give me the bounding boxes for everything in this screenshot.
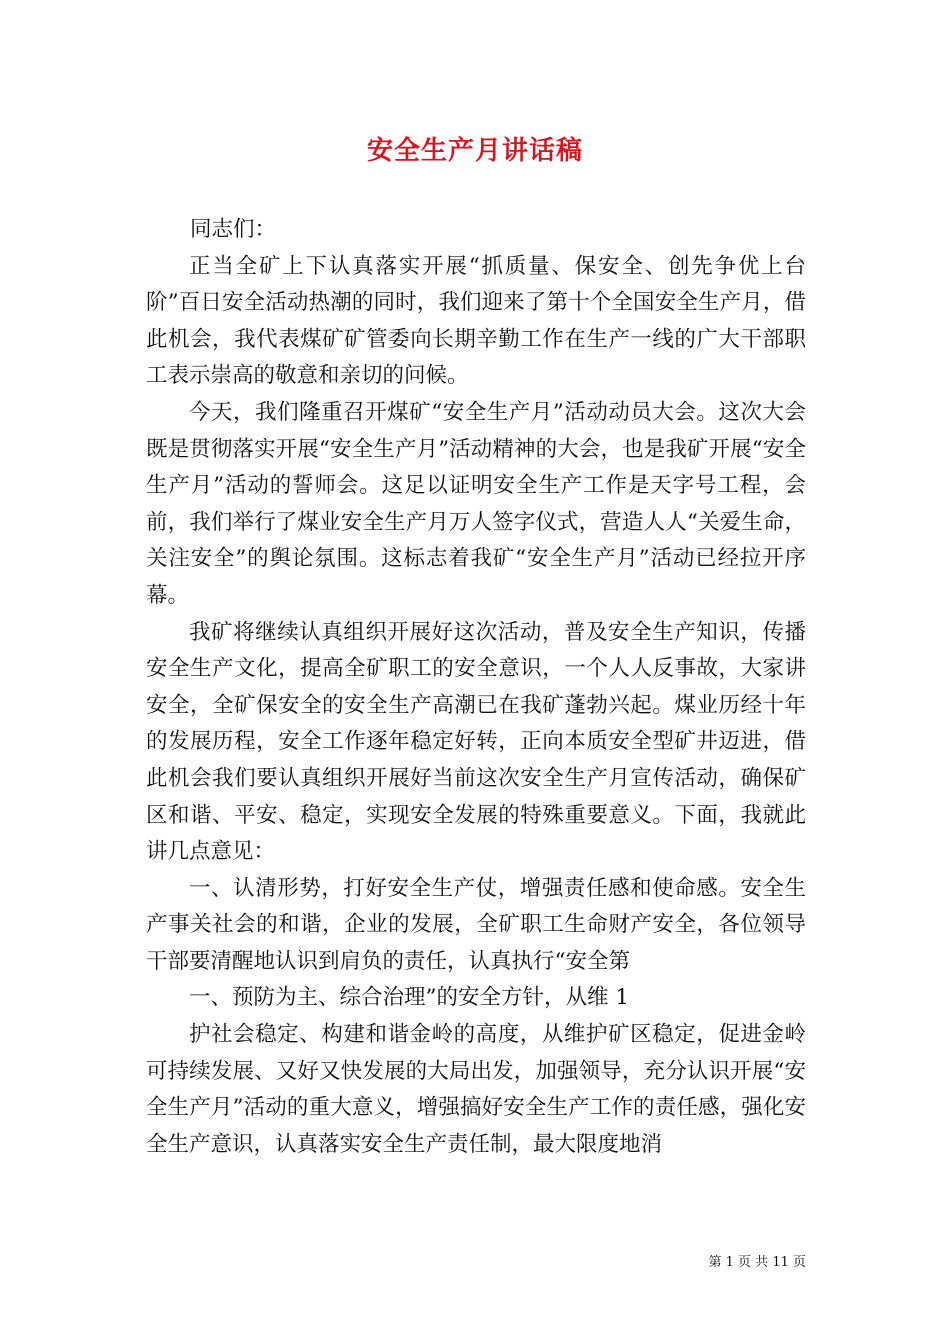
paragraph-3: 我矿将继续认真组织开展好这次活动，普及安全生产知识，传播安全生产文化，提高全矿职工的安全意识，一个人人反事故，大家讲安全，全矿保安全的安全生产高潮已在我矿蓬勃兴起。煤业历经十年的发展历程，安全工作逐年稳定好转，正向本质安全型矿井迈进，借此机会我们要认真组织开展好当前这次安全生产月宣传活动，确保矿区和谐、平安、稳定，实现安全发展的特殊重要意义。下面，我就此讲几点意见： (146, 619, 806, 865)
document-body (146, 212, 806, 1163)
paragraph-5: 一、预防为主、综合治理”的安全方针，从维 1 (189, 985, 630, 1011)
paragraph-4: 一、认清形势，打好安全生产仗，增强责任感和使命感。安全生产事关社会的和谐，企业的发展，全矿职工生命财产安全，各位领导干部要清醒地认识到肩负的责任，认真执行“安全第 (146, 875, 806, 974)
paragraph-2: 今天，我们隆重召开煤矿“安全生产月”活动动员大会。这次大会既是贯彻落实开展“安全生产月”活动精神的大会，也是我矿开展“安全生产月”活动的誓师会。这足以证明安全生产工作是天字号工程，会前，我们举行了煤业安全生产月万人签字仪式，营造人人“关爱生命，关注安全”的舆论氛围。这标志着我矿“安全生产月”活动已经拉开序幕。 (146, 399, 806, 608)
page-number-footer: 第 1 页 共 11 页 (708, 1255, 806, 1270)
paragraph-6: 护社会稳定、构建和谐金岭的高度，从维护矿区稳定，促进金岭可持续发展、又好又快发展的大局出发，加强领导，充分认识开展“安全生产月”活动的重大意义，增强搞好安全生产工作的责任感，强化安全生产意识，认真落实安全生产责任制，最大限度地消 (146, 1022, 806, 1157)
document-title: 安全生产月讲话稿 (366, 136, 583, 166)
salutation: 同志们： (190, 217, 277, 242)
paragraph-1: 正当全矿上下认真落实开展“抓质量、保安全、创先争优上台阶”百日安全活动热潮的同时，我们迎来了第十个全国安全生产月，借此机会，我代表煤矿矿管委向长期辛勤工作在生产一线的广大干部职工表示崇高的敬意和亲切的问候。 (146, 253, 806, 389)
